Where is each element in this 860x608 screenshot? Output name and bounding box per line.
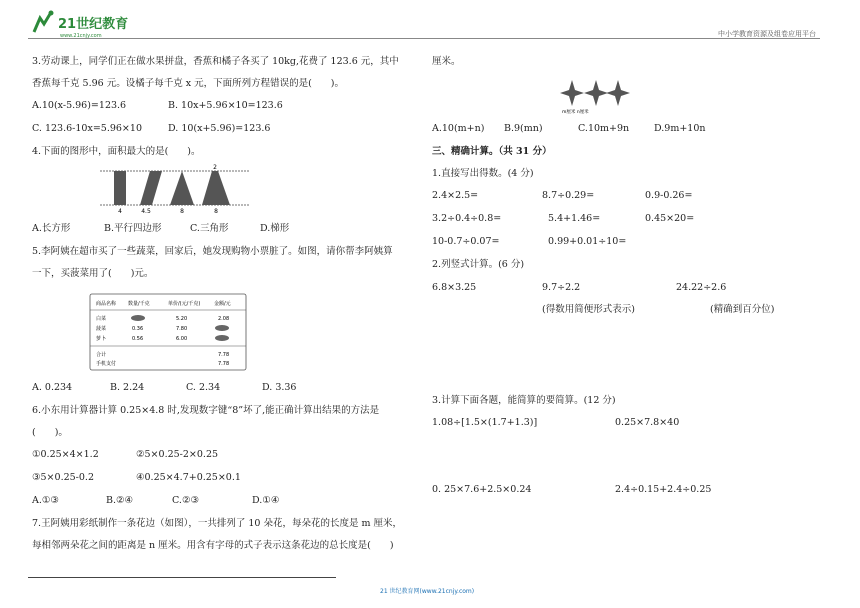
q7-option-c: C.10m+9n: [578, 123, 630, 134]
q6-option-b: B.②④: [106, 495, 134, 506]
svg-text:7.80: 7.80: [176, 326, 188, 332]
p2-item: 24.22÷2.6: [676, 282, 727, 293]
svg-text:2: 2: [213, 164, 217, 171]
stain-2: [215, 325, 229, 331]
svg-text:7.78: 7.78: [218, 361, 230, 367]
p2-note-simple-form: (得数用简便形式表示): [542, 304, 635, 315]
flower-border-figure: [560, 76, 630, 114]
q7-continuation: 厘米。: [432, 56, 461, 67]
svg-text:7.78: 7.78: [218, 352, 230, 358]
q6-choice-4: ④0.25×4.7+0.25×0.1: [136, 472, 241, 483]
q4-option-d: D.梯形: [260, 223, 290, 234]
p3-item: 0. 25×7.6+2.5×0.24: [432, 484, 532, 495]
svg-text:金额/元: 金额/元: [214, 301, 231, 307]
p1-item: 3.2÷0.4÷0.8=: [432, 213, 502, 224]
q7-option-a: A.10(m+n): [432, 123, 485, 134]
svg-text:4.5: 4.5: [141, 208, 151, 213]
q3-option-c: C. 123.6-10x=5.96×10: [32, 123, 142, 134]
q3-line1: 3.劳动课上，同学们正在做水果拼盘，香蕉和橘子各买了 10kg,花费了 123.6 元，其中: [32, 56, 399, 67]
section-3-title: 三、精确计算。（共 31 分）: [432, 146, 552, 157]
q4-option-c: C.三角形: [190, 223, 229, 234]
q3-option-d: D. 10(x+5.96)=123.6: [168, 123, 271, 134]
p3-title: 3.计算下面各题，能简算的要简算。(12 分): [432, 395, 616, 406]
svg-text:8: 8: [180, 208, 184, 213]
svg-text:合计: 合计: [96, 352, 107, 358]
header-platform-name: 中小学教育资源及组卷应用平台: [718, 30, 816, 38]
q6-option-a: A.①③: [32, 495, 59, 506]
q5-option-c: C. 2.34: [186, 382, 221, 393]
triangle-shape: [170, 171, 194, 205]
svg-text:数量/千克: 数量/千克: [128, 301, 150, 307]
svg-text:5.20: 5.20: [176, 316, 188, 322]
svg-text:2.08: 2.08: [218, 316, 230, 322]
q6-choice-2: ②5×0.25-2×0.25: [136, 449, 219, 460]
p1-item: 10-0.7÷0.07=: [432, 236, 500, 247]
q7-line2: 每相邻两朵花之间的距离是 n 厘米。用含有字母的式子表示这条花边的总长度是( ): [32, 540, 394, 551]
footer-divider: [28, 577, 336, 578]
svg-text:4: 4: [118, 208, 122, 213]
q5-option-b: B. 2.24: [110, 382, 145, 393]
p1-item: 0.9-0.26=: [645, 190, 693, 201]
q6-choice-1: ①0.25×4×1.2: [32, 449, 99, 460]
svg-text:菠菜: 菠菜: [96, 326, 107, 332]
q6-option-c: C.②③: [172, 495, 199, 506]
q5-line2: 一下，买菠菜用了( )元。: [32, 268, 154, 279]
q6-line2: ( )。: [32, 427, 68, 438]
p1-item: 0.45×20=: [645, 213, 695, 224]
p1-item: 2.4×2.5=: [432, 190, 479, 201]
p3-item: 1.08÷[1.5×(1.7+1.3)]: [432, 417, 538, 428]
svg-text:商品名称: 商品名称: [96, 301, 117, 307]
q4-option-a: A.长方形: [32, 223, 71, 234]
logo-sub: www.21cnjy.com: [60, 33, 102, 39]
stain-3: [215, 335, 229, 341]
q7-option-b: B.9(mn): [504, 123, 543, 134]
trapezoid-shape: [202, 171, 230, 205]
q5-line1: 5.李阿姨在超市买了一些蔬菜，回家后，她发现购物小票脏了。如图，请你帮李阿姨算: [32, 246, 393, 257]
q3-option-a: A.10(x-5.96)=123.6: [32, 100, 127, 111]
p1-item: 5.4+1.46=: [548, 213, 601, 224]
q6-option-d: D.①④: [252, 495, 280, 506]
site-logo: [30, 8, 150, 40]
q4-shapes-figure: [100, 163, 250, 213]
rectangle-shape: [114, 171, 126, 205]
p3-item: 0.25×7.8×40: [615, 417, 680, 428]
p2-item: 6.8×3.25: [432, 282, 477, 293]
svg-text:萝卜: 萝卜: [96, 336, 107, 342]
q4-stem: 4.下面的图形中，面积最大的是( )。: [32, 146, 201, 157]
q5-option-a: A. 0.234: [32, 382, 73, 393]
svg-text:6.00: 6.00: [176, 336, 188, 342]
p1-item: 8.7÷0.29=: [542, 190, 595, 201]
logo-runner-icon: [34, 14, 50, 32]
flower-1: [560, 80, 584, 106]
p3-item: 2.4÷0.15+2.4÷0.25: [615, 484, 712, 495]
q7-line1: 7.王阿姨用彩纸制作一条花边（如图），一共排列了 10 朵花，每朵花的长度是 m 厘米，: [32, 518, 402, 529]
svg-text:8: 8: [214, 208, 218, 213]
q7-option-d: D.9m+10n: [654, 123, 706, 134]
stain-1: [131, 315, 145, 321]
parallelogram-shape: [140, 171, 162, 205]
svg-text:白菜: 白菜: [96, 316, 107, 322]
q5-option-d: D. 3.36: [262, 382, 297, 393]
header-divider: [28, 38, 820, 39]
p1-item: 0.99+0.01÷10=: [548, 236, 627, 247]
p2-title: 2.列竖式计算。(6 分): [432, 259, 525, 270]
p1-title: 1.直接写出得数。(4 分): [432, 168, 534, 179]
flower-3: [606, 80, 630, 106]
footer-text: 21 世纪教育网(www.21cnjy.com): [380, 588, 475, 595]
q3-option-b: B. 10x+5.96×10=123.6: [168, 100, 283, 111]
svg-text:m厘米 n厘米: m厘米 n厘米: [562, 110, 589, 114]
q3-line2: 香蕉每千克 5.96 元。设橘子每千克 x 元，下面所列方程错误的是( )。: [32, 78, 345, 89]
q6-choice-3: ③5×0.25-0.2: [32, 472, 94, 483]
flower-2: [584, 80, 608, 106]
q6-line1: 6.小东用计算器计算 0.25×4.8 时,发现数字键“8”坏了,能正确计算出结果的方法是: [32, 405, 380, 416]
receipt-figure: [88, 290, 248, 374]
svg-text:0.36: 0.36: [132, 326, 144, 332]
p2-note-hundredths: (精确到百分位): [710, 304, 775, 315]
svg-text:0.56: 0.56: [132, 336, 144, 342]
q4-option-b: B.平行四边形: [104, 223, 162, 234]
svg-text:手机支付: 手机支付: [96, 361, 117, 367]
p2-item: 9.7÷2.2: [542, 282, 581, 293]
logo-text: 21世纪教育: [58, 17, 129, 32]
svg-text:单价/(元/千克): 单价/(元/千克): [168, 301, 201, 307]
